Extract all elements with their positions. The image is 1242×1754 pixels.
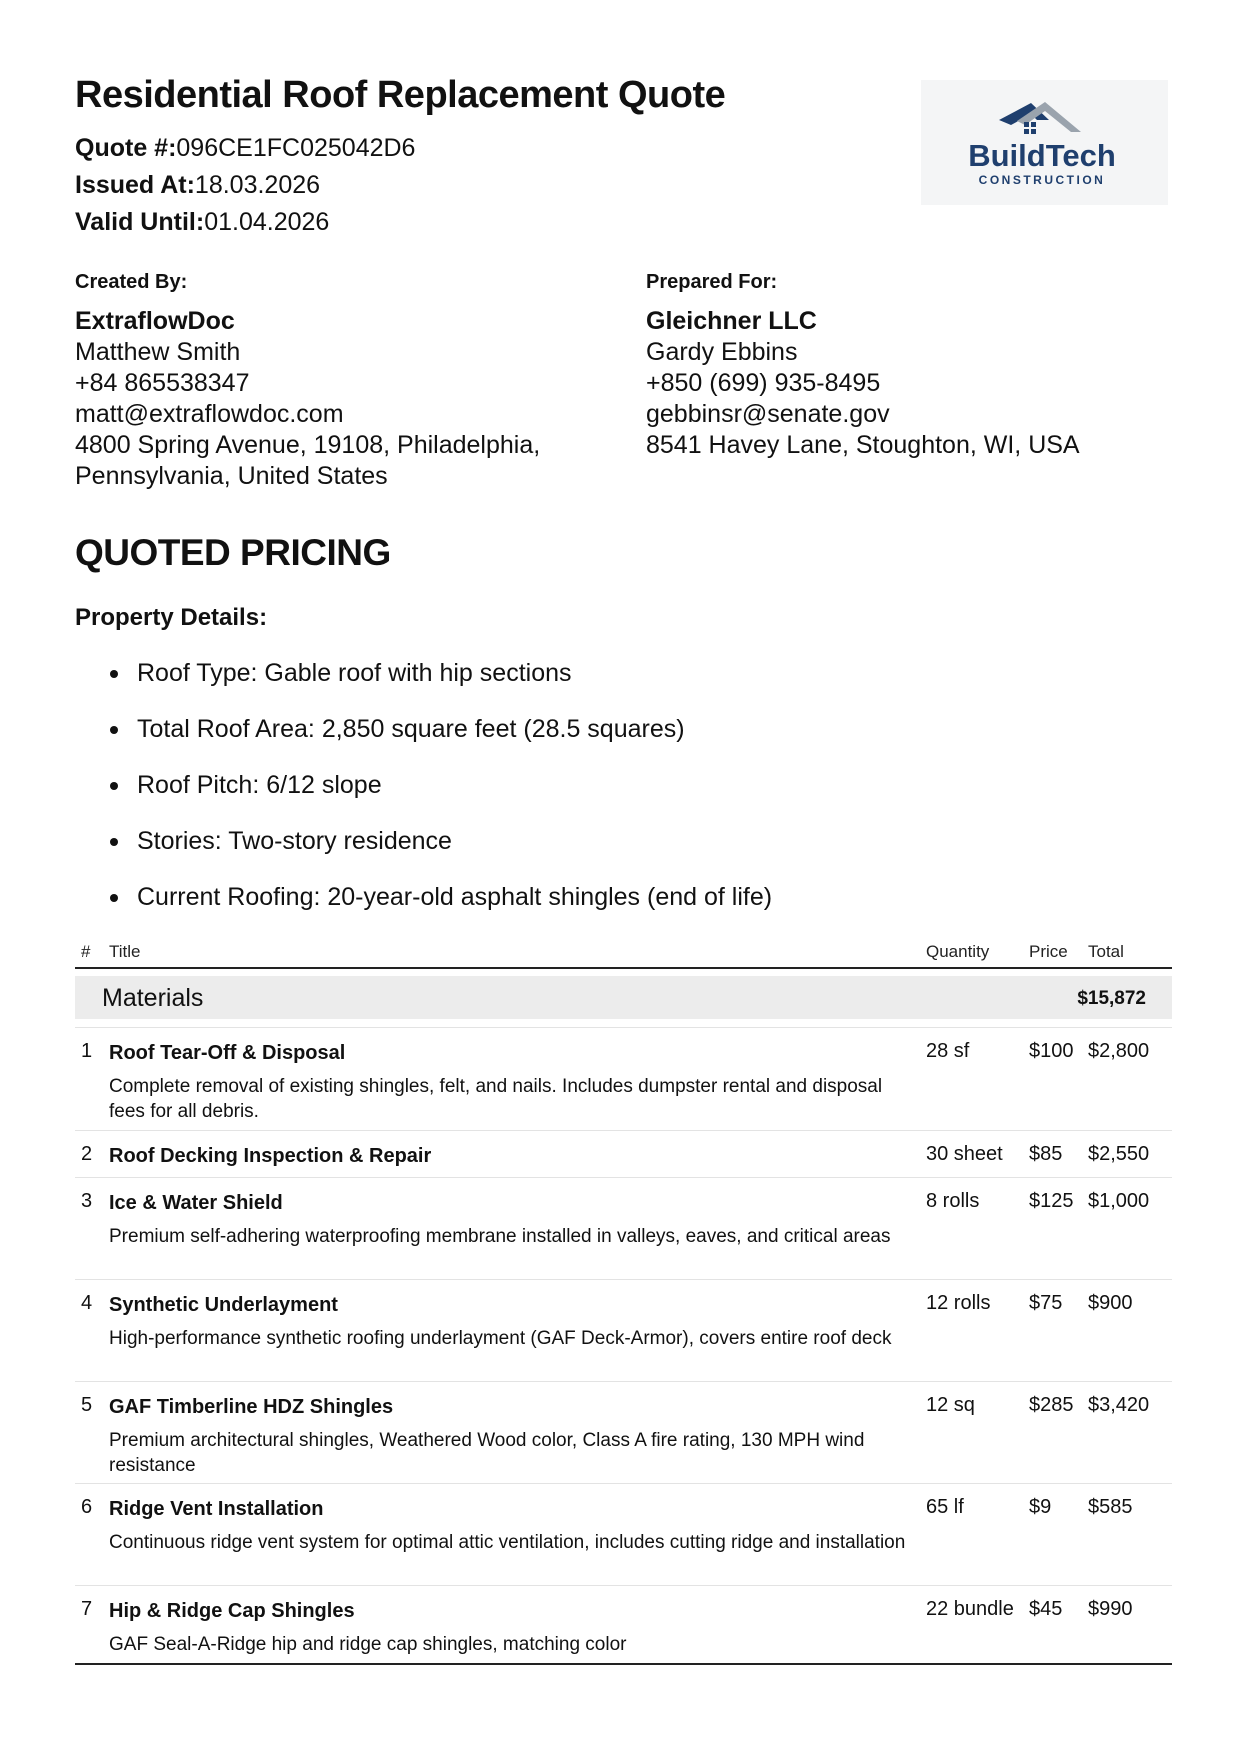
- creator-email: matt@extraflowdoc.com: [75, 400, 344, 428]
- created-by-block: [75, 271, 595, 492]
- row-number: 5: [81, 1394, 93, 1416]
- header-title: Title: [109, 942, 141, 961]
- row-quantity: 8 rolls: [926, 1190, 980, 1212]
- company-logo: [921, 80, 1168, 205]
- client-company: Gleichner LLC: [646, 307, 817, 335]
- roof-house-icon: [999, 102, 1081, 134]
- creator-address-line1: 4800 Spring Avenue, 19108, Philadelphia,: [75, 431, 541, 459]
- bullet-icon: [110, 782, 118, 790]
- row-title: Roof Decking Inspection & Repair: [109, 1145, 432, 1167]
- creator-company: ExtraflowDoc: [75, 307, 235, 335]
- client-address-line1: 8541 Havey Lane, Stoughton, WI, USA: [646, 431, 1080, 459]
- logo-tagline: CONSTRUCTION: [978, 173, 1106, 187]
- row-price: $100: [1029, 1040, 1074, 1062]
- header-num: #: [81, 942, 91, 961]
- row-title: Synthetic Underlayment: [109, 1294, 338, 1316]
- header-total: Total: [1088, 942, 1124, 961]
- row-total: $900: [1088, 1292, 1133, 1314]
- property-detail-item: Roof Type: Gable roof with hip sections: [137, 658, 772, 714]
- table-row: [75, 1484, 1172, 1586]
- document-title: Residential Roof Replacement Quote: [75, 74, 726, 116]
- row-quantity: 22 bundle: [926, 1598, 1014, 1620]
- property-details-heading: Property Details:: [75, 604, 268, 631]
- row-description: Complete removal of existing shingles, felt, and nails. Includes dumpster rental and disposal fees for all debris.: [109, 1076, 883, 1122]
- row-total: $585: [1088, 1496, 1133, 1518]
- table-header: [75, 938, 1172, 969]
- row-total: $990: [1088, 1598, 1133, 1620]
- table-row: [75, 1382, 1172, 1484]
- row-total: $1,000: [1088, 1190, 1150, 1212]
- valid-until-line: [75, 208, 329, 237]
- row-price: $85: [1029, 1143, 1063, 1165]
- row-description: Continuous ridge vent system for optimal attic ventilation, includes cutting ridge and installation: [109, 1532, 906, 1553]
- row-total: $2,800: [1088, 1040, 1150, 1062]
- group-total: $15,872: [1077, 988, 1146, 1009]
- client-email: gebbinsr@senate.gov: [646, 400, 890, 428]
- quoted-pricing-heading: QUOTED PRICING: [75, 532, 391, 573]
- row-title: Roof Tear-Off & Disposal: [109, 1042, 346, 1064]
- property-detail-item: Roof Pitch: 6/12 slope: [137, 770, 772, 826]
- property-details-list: [137, 658, 772, 938]
- row-description: Premium architectural shingles, Weathered Wood color, Class A fire rating, 130 MPH wind resistance: [109, 1430, 865, 1476]
- row-price: $9: [1029, 1496, 1052, 1518]
- issued-label: Issued At:: [75, 171, 195, 199]
- header-price: Price: [1029, 942, 1068, 961]
- quote-number-line: [75, 134, 415, 163]
- materials-group-row: [75, 976, 1172, 1019]
- logo-wordmark: BuildTech: [968, 138, 1116, 173]
- issued-date: 18.03.2026: [194, 171, 321, 199]
- table-row: [75, 1131, 1172, 1178]
- row-title: Ridge Vent Installation: [109, 1498, 324, 1520]
- row-description: High-performance synthetic roofing underlayment (GAF Deck-Armor), covers entire roof deck: [109, 1328, 892, 1349]
- bullet-icon: [110, 838, 118, 846]
- creator-person: Matthew Smith: [75, 338, 241, 366]
- table-row: [75, 1280, 1172, 1382]
- row-number: 1: [81, 1040, 93, 1062]
- row-quantity: 65 lf: [926, 1496, 964, 1518]
- property-detail-item: Total Roof Area: 2,850 square feet (28.5 squares): [137, 714, 772, 770]
- row-number: 4: [81, 1292, 93, 1314]
- bullet-icon: [110, 726, 118, 734]
- row-quantity: 12 rolls: [926, 1292, 991, 1314]
- prepared-for-label: Prepared For:: [646, 271, 778, 293]
- property-detail-item: Stories: Two-story residence: [137, 826, 772, 882]
- row-quantity: 28 sf: [926, 1040, 970, 1062]
- row-price: $75: [1029, 1292, 1063, 1314]
- row-title: Ice & Water Shield: [109, 1192, 283, 1214]
- quote-number-label: Quote #:: [75, 134, 177, 162]
- quote-number: 096CE1FC025042D6: [176, 134, 416, 162]
- line-items-table: [75, 938, 1172, 1665]
- row-number: 3: [81, 1190, 93, 1212]
- table-row: [75, 1586, 1172, 1665]
- creator-phone: +84 865538347: [75, 369, 250, 397]
- row-description: GAF Seal-A-Ridge hip and ridge cap shingles, matching color: [109, 1634, 627, 1655]
- bullet-icon: [110, 670, 118, 678]
- table-row: [75, 1178, 1172, 1280]
- client-person: Gardy Ebbins: [646, 338, 798, 366]
- divider: [75, 1019, 1172, 1028]
- creator-address-line2: Pennsylvania, United States: [75, 462, 388, 490]
- row-price: $45: [1029, 1598, 1063, 1620]
- group-label: Materials: [102, 984, 204, 1012]
- row-total: $3,420: [1088, 1394, 1150, 1416]
- row-number: 7: [81, 1598, 93, 1620]
- property-detail-item: Current Roofing: 20-year-old asphalt shingles (end of life): [137, 882, 772, 938]
- row-number: 6: [81, 1496, 93, 1518]
- table-row: [75, 1028, 1172, 1131]
- row-title: Hip & Ridge Cap Shingles: [109, 1600, 355, 1622]
- valid-until-date: 01.04.2026: [204, 208, 330, 236]
- prepared-for-block: [646, 271, 1166, 461]
- row-description: Premium self-adhering waterproofing membrane installed in valleys, eaves, and critical areas: [109, 1226, 891, 1247]
- row-price: $125: [1029, 1190, 1074, 1212]
- client-phone: +850 (699) 935-8495: [646, 369, 881, 397]
- created-by-label: Created By:: [75, 271, 188, 293]
- header-quantity: Quantity: [926, 942, 990, 961]
- row-quantity: 12 sq: [926, 1394, 975, 1416]
- row-number: 2: [81, 1143, 93, 1165]
- bullet-icon: [110, 894, 118, 902]
- buildtech-logo-graphic: [921, 80, 1168, 205]
- row-title: GAF Timberline HDZ Shingles: [109, 1396, 394, 1418]
- valid-until-label: Valid Until:: [75, 208, 205, 236]
- row-price: $285: [1029, 1394, 1074, 1416]
- row-total: $2,550: [1088, 1143, 1150, 1165]
- issued-date-line: [75, 171, 320, 200]
- row-quantity: 30 sheet: [926, 1143, 1003, 1165]
